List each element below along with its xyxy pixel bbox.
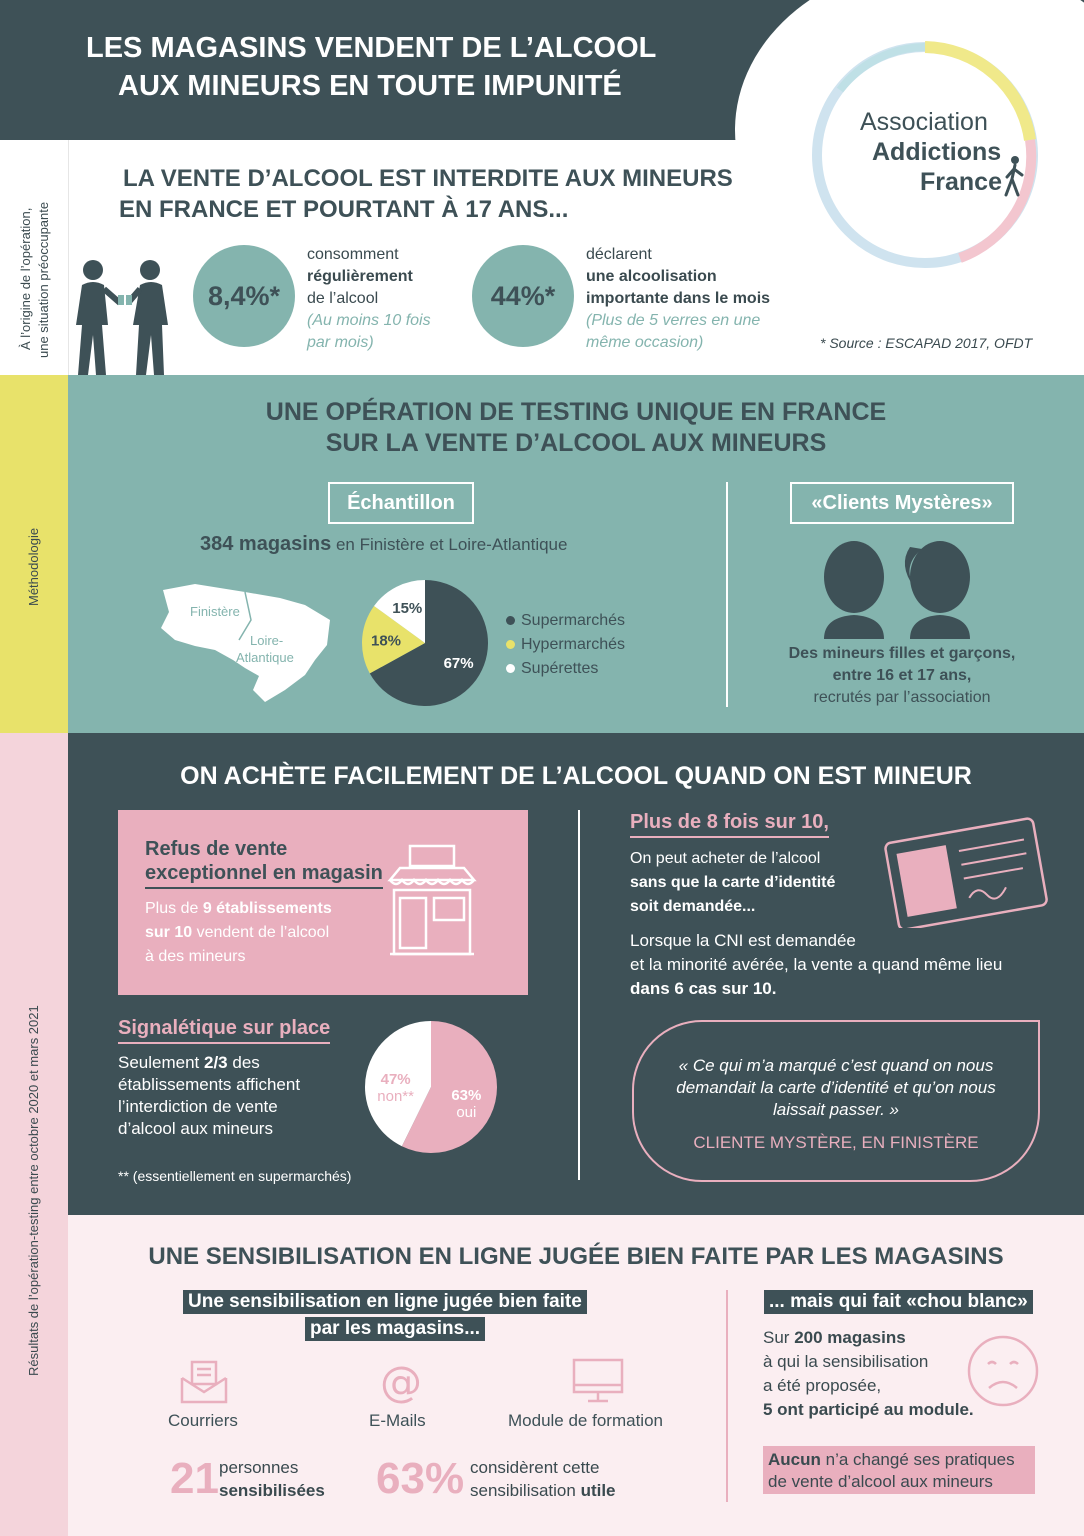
source-note: * Source : ESCAPAD 2017, OFDT (820, 335, 1033, 351)
mystery-line1: Des mineurs filles et garçons, (788, 645, 1016, 662)
pie-sublabel-non: non** (377, 1087, 414, 1105)
cni-line1: Lorsque la CNI est demandée (630, 931, 856, 950)
section1-side-label-line1: À l’origine de l’opération, (18, 207, 33, 350)
section2-title-line1: UNE OPÉRATION DE TESTING UNIQUE EN FRANCE (265, 398, 887, 426)
header-title-line2: AUX MINEURS EN TOUTE IMPUNITÉ (118, 70, 622, 102)
quote-line2: demandait la carte d’identité et qu’on nous (676, 1078, 996, 1097)
map-label-loire1: Loire- (250, 633, 284, 648)
section4-badge-line1: Une sensibilisation en ligne jugée bien faite (183, 1290, 587, 1314)
storefront-icon (386, 842, 478, 958)
right-line1: Sur 200 magasins (763, 1328, 906, 1347)
sample-description (200, 533, 567, 556)
stat1-line3: de l’alcool (307, 290, 379, 307)
quote-author: CLIENTE MYSTÈRE, EN FINISTÈRE (693, 1133, 979, 1152)
stat-63-line2: sensibilisation utile (470, 1481, 616, 1500)
map-label-finistere: Finistère (190, 604, 240, 619)
pie-sublabel-oui: oui (456, 1104, 477, 1122)
signal-line3: l’interdiction de vente (118, 1097, 278, 1116)
stat-44-circle (472, 245, 574, 347)
stat2-note1: (Plus de 5 verres en une (586, 312, 761, 329)
signal-line1: Seulement 2/3 des (118, 1053, 260, 1072)
signage-pie-chart (362, 1018, 500, 1156)
quote-line1: « Ce qui m’a marqué c’est quand on nous (678, 1056, 994, 1075)
logo-word-addictions: Addictions (872, 138, 1002, 166)
icon-label-courriers: Courriers (168, 1411, 238, 1430)
plus-line1: On peut acheter de l’alcool (630, 850, 821, 867)
section4-badge-line2: par les magasins... (305, 1317, 485, 1341)
signal-note: ** (essentiellement en supermarchés) (118, 1168, 352, 1184)
section4-badge2: ... mais qui fait «chou blanc» (764, 1290, 1033, 1314)
mystery-label: «Clients Mystères» (811, 491, 993, 514)
walking-person-icon (1002, 155, 1026, 197)
results-side-label: Résultats de l’opération-testing entre octobre 2020 et mars 2021 (26, 1005, 41, 1376)
stat-84-value: 8,4%* (207, 280, 281, 311)
right-line3: a été proposée, (763, 1376, 882, 1395)
section1-title-line2: EN FRANCE ET POURTANT À 17 ANS... (119, 196, 569, 223)
signal-line2: établissements affichent (118, 1075, 301, 1094)
quote-line3: laissait passer. » (773, 1100, 899, 1119)
signal-title: Signalétique sur place (118, 1017, 330, 1044)
sad-face-icon (966, 1334, 1040, 1408)
mystery-line3: recrutés par l’association (813, 689, 991, 706)
map-label-loire2: Atlantique (236, 650, 294, 665)
stat-44-value: 44%* (490, 280, 556, 311)
header-title-line1: LES MAGASINS VENDENT DE L’ALCOOL (86, 32, 657, 64)
sample-label: Échantillon (347, 491, 455, 514)
icon-label-emails: E-Mails (369, 1411, 426, 1430)
stat-21-value: 21 (170, 1454, 219, 1503)
stat1-line1: consomment (307, 246, 399, 263)
id-card-icon (882, 808, 1050, 928)
svg-text:@: @ (380, 1358, 422, 1404)
pie-label-47pct: 47% (380, 1070, 411, 1088)
store-type-pie-chart (360, 578, 490, 708)
section1-title-line1: LA VENTE D’ALCOOL EST INTERDITE AUX MINEURS (123, 165, 733, 192)
logo-word-france: France (920, 168, 1002, 196)
section2-title-line2: SUR LA VENTE D’ALCOOL AUX MINEURS (325, 429, 827, 457)
stat1-line2: régulièrement (307, 268, 413, 285)
stat-21-line2: sensibilisées (219, 1481, 325, 1500)
logo-word-association: Association (860, 108, 988, 136)
pie-label-15pct: 15% (392, 600, 423, 618)
at-sign-icon (378, 1358, 424, 1404)
right-line2: à qui la sensibilisation (763, 1352, 929, 1371)
section1-side-bar (0, 140, 69, 375)
legend-item-hypermarches: Hypermarchés (506, 633, 625, 657)
section3-title: ON ACHÈTE FACILEMENT DE L’ALCOOL QUAND ON EST MINEUR (180, 762, 972, 790)
refus-line2: sur 10 vendent de l’alcool (145, 924, 330, 941)
stat-84-circle (193, 245, 295, 347)
icon-label-module: Module de formation (508, 1411, 663, 1430)
mystery-line2: entre 16 et 17 ans, (832, 667, 972, 684)
plus-line2: sans que la carte d’identité (630, 874, 836, 891)
stat-63-line1: considèrent cette (470, 1458, 600, 1477)
cni-line2: et la minorité avérée, la vente a quand même lieu (630, 955, 1003, 974)
cni-line3: dans 6 cas sur 10. (630, 979, 777, 998)
stat2-line2: une alcoolisation (586, 268, 717, 285)
aucun-line2: de vente d’alcool aux mineurs (768, 1472, 993, 1491)
section4-divider (726, 1290, 728, 1502)
legend-item-superettes: Supérettes (506, 657, 625, 681)
refus-line1: Plus de 9 établissements (145, 900, 332, 917)
envelope-icon (180, 1360, 228, 1404)
pie-label-18pct: 18% (371, 632, 402, 650)
section2-side-label: Méthodologie (26, 527, 41, 606)
brittany-map-icon (155, 580, 335, 705)
section3-divider (578, 810, 580, 1180)
pie-label-67pct: 67% (443, 654, 474, 672)
refus-title1: Refus de vente (145, 838, 288, 860)
stat2-note2: même occasion) (586, 334, 704, 351)
stat-63-value: 63% (376, 1454, 465, 1503)
stat1-note1: (Au moins 10 fois (307, 312, 431, 329)
sample-region: en Finistère et Loire-Atlantique (335, 535, 568, 554)
plus-title: Plus de 8 fois sur 10, (630, 811, 829, 838)
signal-line4: d’alcool aux mineurs (118, 1119, 273, 1138)
refus-line3: à des mineurs (145, 948, 246, 965)
section1-side-label-line2: une situation préoccupante (36, 201, 51, 358)
stat-21-line1: personnes (219, 1458, 299, 1477)
sample-count: 384 magasins (200, 533, 332, 555)
girl-boy-heads-icon (818, 535, 986, 639)
computer-monitor-icon (572, 1358, 624, 1404)
pie1-legend (506, 609, 625, 681)
pie-label-63pct: 63% (451, 1087, 482, 1105)
stat1-note2: par mois) (307, 334, 374, 351)
section4-title: UNE SENSIBILISATION EN LIGNE JUGÉE BIEN FAITE PAR LES MAGASINS (148, 1243, 1004, 1270)
legend-item-supermarches: Supermarchés (506, 609, 625, 633)
sample-label-box (328, 482, 474, 524)
mystery-label-box (790, 482, 1014, 524)
refus-title2: exceptionnel en magasin (145, 862, 383, 889)
teens-drinking-icon (68, 255, 183, 375)
aucun-line1: Aucun n’a changé ses pratiques (768, 1450, 1015, 1469)
plus-line3: soit demandée... (630, 898, 756, 915)
right-line4: 5 ont participé au module. (763, 1400, 974, 1419)
stat2-line1: déclarent (586, 246, 652, 263)
stat2-line3: importante dans le mois (586, 290, 771, 307)
